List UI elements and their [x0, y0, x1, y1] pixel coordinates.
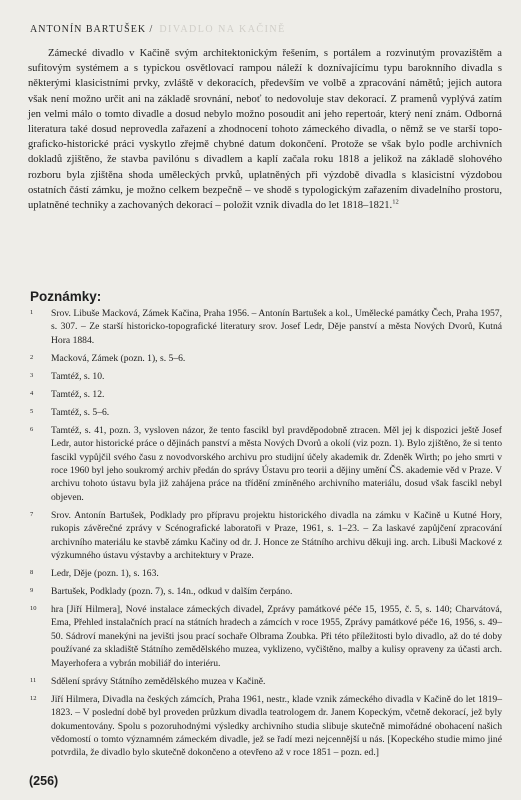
main-paragraph-text: Zámecké divadlo v Kačině svým architektonickým řešením, s portálem a rozvinutým provazištěm a sufitovým systémem a s typickou osvětlovací rampou náleží k doznívajícímu typu baroknního divadla s některými klasicistními prvky, zvláště v dekoracích, především ve volbě a zpracování námětů; jejich autora však není možno určit ani na základě srovnání, neboť to nedovoluje stav dekorací. Z pramenů vyplývá zatím jen velmi málo o tomto divadle a dosud nebylo možno posoudit ani jeho repertoár, který není znám. Odborná literatura také dosud neprovedla zařazení a zhodnocení tohoto zámeckého divadla, o němž se ve starší topograficko-historické práci vyskytlo zřejmě chybné datum dokončení. Protože se však bylo podle archivních dokladů zjištěno, že stavba pavilónu s divadlem a kaplí začala roku 1818 a jelikož na základě slohového rozboru byla zjištěna shoda uměleckých prvků, uplatněných při výzdobě divadla s klasicistní výzdobou ostatních částí zámku, je možno celkem bezpečně – ve shodě s typologickým zařazením divadelního prostoru, uplatněné techniky a zachovaných dekorací – položit vznik divadla do let 1818–1821.: [28, 48, 502, 212]
running-head-author: ANTONÍN BARTUŠEK /: [30, 24, 154, 35]
note-text: Sdělení správy Státního zemědělského muzea v Kačině.: [51, 675, 266, 687]
note-number: 10: [30, 605, 37, 613]
note-number: 11: [30, 676, 37, 684]
notes-heading: Poznámky:: [30, 289, 102, 304]
note-number: 3: [30, 371, 34, 379]
page-number: (256): [29, 774, 59, 788]
note-text: Bartušek, Podklady (pozn. 7), s. 14n., odkud v dalším čerpáno.: [51, 586, 293, 598]
note-item: [30, 406, 502, 419]
note-item: [30, 509, 502, 563]
note-item: [30, 424, 502, 504]
note-number: 9: [30, 587, 34, 595]
note-item: [30, 693, 502, 760]
note-number: 8: [30, 569, 34, 577]
show-through-text: DIVADLO NA KAČINĚ: [159, 24, 286, 35]
note-item: [30, 603, 502, 670]
note-item: [30, 585, 502, 598]
note-item: [30, 388, 502, 401]
note-text: Ledr, Děje (pozn. 1), s. 163.: [51, 568, 159, 580]
running-head: [30, 24, 500, 35]
note-text: Jiří Hilmera, Divadla na českých zámcích, Praha 1961, nestr., klade vznik zámeckého divadla v Kačině do let 1819–1823. – V poslední době byl proveden průzkum divadla teatrologem dr. Janem Kopeckým, včetně dekorací, jež byly dokumentovány. Spolu s pozoruhodnými výsledky archivního studia slibuje skutečně mimořádné obohacení našich vědomostí o tomto významném zámeckém divadle, jež se řadí mezi nejcennější u nás. [Kopeckého studie mimo jiné potvrdila, že divadlo bylo skutečně dokončeno a otevřeno až v roce 1851 – pozn. ed.]: [51, 693, 502, 759]
note-item: [30, 567, 502, 580]
note-number: 5: [30, 407, 34, 415]
note-text: Srov. Antonín Bartušek, Podklady pro přípravu projektu historického divadla na zámku v Kačině u Kutné Hory, rukopis závěrečné zprávy v Scénografické laboratoři v Praze, 1961, s. 1–23. – Za laskavé zapůjčení zpracování archivního materiálu ke stavbě zámku Kačiny od dr. J. Honce ze Státního archivu děkuji ing. arch. Libuši Mackové z výzkumného ústavu výstavby a architektury v Praze.: [51, 509, 502, 562]
note-text: Tamtéž, s. 10.: [51, 370, 105, 382]
note-item: [30, 370, 502, 383]
note-text: Macková, Zámek (pozn. 1), s. 5–6.: [51, 352, 186, 364]
notes-list: [30, 307, 502, 764]
note-number: 12: [30, 694, 37, 702]
footnote-reference: 12: [392, 198, 399, 206]
note-item: [30, 352, 502, 365]
note-text: Tamtéž, s. 12.: [51, 388, 105, 400]
note-text: Srov. Libuše Macková, Zámek Kačina, Praha 1956. – Antonín Bartušek a kol., Umělecké památky Čech, Praha 1957, s. 307. – Ze starší historicko-topografické literatury srov. Josef Ledr, Děje panství a města Nových Dvorů, Kutná Hora 1884.: [51, 308, 502, 346]
note-item: [30, 675, 502, 688]
note-text: Tamtéž, s. 41, pozn. 3, vysloven názor, že tento fascikl byl pravděpodobně ztracen. Měl jej k dispozici ještě Josef Ledr, autor historické práce o dějinách panství a města Nových Dvorů a okolí (viz pozn. 1). Bylo zjištěno, že si tento fascikl vypůjčil svého času z novodvorského archivu pro studijní účely akademik dr. Zdeněk Wirth; po jeho smrti v roce 1960 byl jeho soukromý archiv předán do správy Ústavu pro teorii a dějiny umění ČS. akademie věd v Praze. V archivu tohoto ústavu byla již zahájena práce na třídění zmíněného archivního materiálu, dosud však fascikl nebyl objeven.: [51, 424, 502, 503]
note-item: [30, 307, 502, 347]
note-text: Tamtéž, s. 5–6.: [51, 406, 110, 418]
note-number: 1: [30, 309, 34, 316]
note-number: 2: [30, 353, 34, 361]
main-paragraph: [28, 46, 502, 213]
note-number: 4: [30, 389, 34, 397]
note-number: 7: [30, 510, 34, 518]
note-text: hra [Jiří Hilmera], Nové instalace zámeckých divadel, Zprávy památkové péče 15, 1955, č. 5, s. 140; Charvátová, Ema, Přehled instalačních prací na státních hradech a zámcích v roce 1955, Zprávy památkové péče 16, 1956, s. 49–50. Sádroví manekýni na jevišti jsou prací sochaře Olbrama Zoubka. Při této příležitosti bylo divadlo, až do té doby používané za skladiště Státního zemědělského muzea, vyklizeno, vyčištěno, malby a kulisy opraveny za účasti arch. Mayerhofera a vybrán mobiliář do interiéru.: [51, 604, 502, 669]
note-number: 6: [30, 425, 34, 433]
